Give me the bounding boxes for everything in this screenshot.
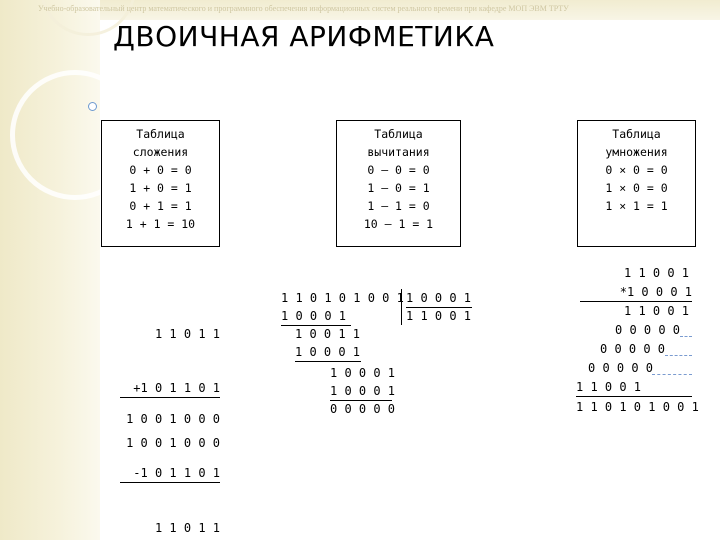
table-line: 1 × 1 = 1 [605, 199, 668, 213]
division-quotient: 1 1 0 0 1 [406, 309, 472, 323]
subtraction-example [120, 374, 220, 555]
subtraction-table [336, 120, 461, 247]
table-line: 1 + 0 = 1 [129, 181, 192, 195]
partial-product: 0 0 0 0 0 [615, 323, 681, 337]
division-step: 1 0 0 1 1 [295, 327, 361, 341]
division-bracket-vertical [401, 289, 402, 325]
division-step: 1 0 0 0 1 [281, 307, 351, 326]
slide-header: Учебно-образовательный центр математического и программного обеспечения информационных систем реального времени при кафедре МОП ЭВМ ТРТУ [38, 4, 569, 13]
partial-product: 1 1 0 0 1 [624, 304, 690, 318]
multiplication-table [577, 120, 696, 247]
placeholder-underline [652, 374, 692, 375]
partial-product: 0 0 0 0 0 [600, 342, 666, 356]
table-line: 0 + 1 = 1 [129, 199, 192, 213]
difference-line: 1 1 0 1 1 [154, 521, 220, 535]
decor-dot [88, 102, 97, 111]
multiplier-line: *1 0 0 0 1 [580, 283, 692, 302]
table-line: 0 × 0 = 0 [605, 163, 668, 177]
addend-line: +1 0 1 1 0 1 [120, 379, 220, 398]
division-step: 1 0 0 0 1 [330, 366, 396, 380]
addend-line: 1 1 0 1 1 [154, 327, 220, 341]
page-title: ДВОИЧНАЯ АРИФМЕТИКА [113, 20, 495, 53]
partial-product: 0 0 0 0 0 [588, 361, 654, 375]
addition-table [101, 120, 220, 247]
division-remainder: 0 0 0 0 0 [330, 402, 396, 416]
placeholder-underline [665, 355, 692, 356]
division-step: 1 0 0 0 1 [295, 343, 361, 362]
division-step: 1 0 0 0 1 [330, 382, 392, 401]
table-line: 0 + 0 = 0 [129, 163, 192, 177]
partial-product: 1 1 0 0 1 [576, 378, 692, 397]
placeholder-underline [680, 336, 692, 337]
subtrahend-line: -1 0 1 1 0 1 [120, 464, 220, 483]
minuend-line: 1 0 0 1 0 0 0 [126, 412, 220, 426]
table-line: Таблица [612, 127, 661, 141]
table-line: Таблица [374, 127, 423, 141]
division-dividend: 1 1 0 1 0 1 0 0 1 [281, 291, 404, 305]
table-line: сложения [132, 145, 189, 159]
sum-line: 1 0 0 1 0 0 0 [126, 436, 220, 450]
division-divisor: 1 0 0 0 1 [406, 289, 472, 308]
table-line: Таблица [136, 127, 185, 141]
table-line: 1 + 1 = 10 [125, 217, 196, 231]
table-line: 1 – 1 = 0 [367, 199, 430, 213]
table-line: 0 – 0 = 0 [367, 163, 430, 177]
table-line: 1 × 0 = 0 [605, 181, 668, 195]
table-line: 1 – 0 = 1 [367, 181, 430, 195]
product-line: 1 1 0 1 0 1 0 0 1 [576, 400, 699, 414]
table-line: 10 – 1 = 1 [363, 217, 434, 231]
table-line: умножения [605, 145, 668, 159]
table-line: вычитания [367, 145, 430, 159]
multiplicand-line: 1 1 0 0 1 [624, 266, 690, 280]
